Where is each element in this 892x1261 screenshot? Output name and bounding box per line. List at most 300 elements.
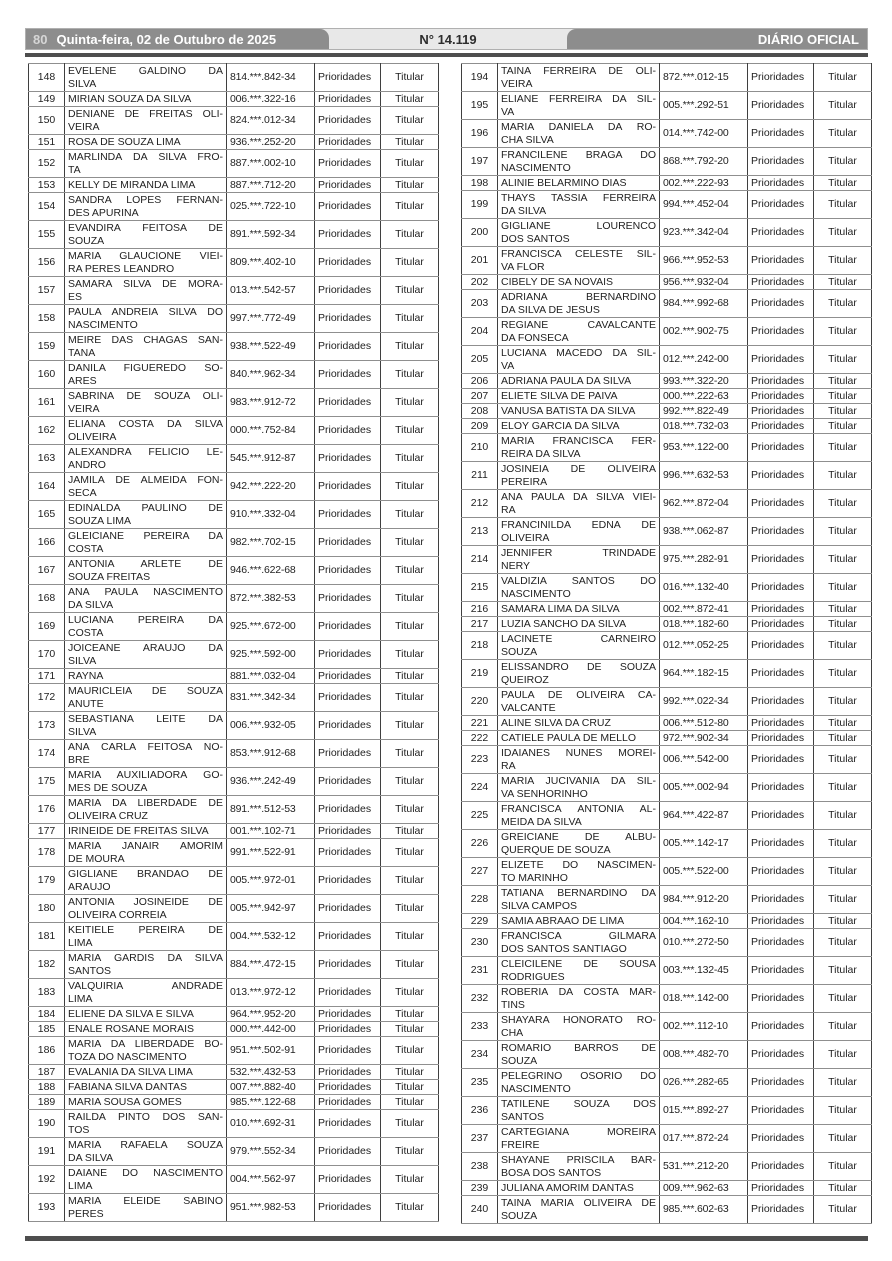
header-rule (25, 53, 868, 57)
table-row (29, 277, 439, 305)
table-row (462, 688, 872, 716)
holder-cell: Titular (381, 221, 439, 249)
holder-cell: Titular (381, 150, 439, 178)
priority-cell: Prioridades (748, 802, 814, 830)
row-number-cell: 162 (29, 417, 65, 445)
holder-cell: Titular (381, 1007, 439, 1022)
name-cell: ALINE SILVA DA CRUZ (498, 716, 660, 731)
table-row (462, 64, 872, 92)
row-number-cell: 165 (29, 501, 65, 529)
row-number-cell: 161 (29, 389, 65, 417)
row-number-cell: 178 (29, 839, 65, 867)
cpf-cell: 881.***.032-04 (227, 669, 315, 684)
priority-cell: Prioridades (315, 1080, 381, 1095)
row-number-cell: 188 (29, 1080, 65, 1095)
name-cell: MEIRE DAS CHAGAS SAN- TANA (65, 333, 227, 361)
name-cell: JOSINEIA DE OLIVEIRA PEREIRA (498, 462, 660, 490)
table-row (29, 64, 439, 92)
holder-cell: Titular (381, 417, 439, 445)
table-row (462, 632, 872, 660)
cpf-cell: 938.***.522-49 (227, 333, 315, 361)
priority-cell: Prioridades (748, 120, 814, 148)
priority-cell: Prioridades (315, 92, 381, 107)
page-number: 80 (33, 31, 48, 47)
name-cell: MARIA DANIELA DA RO- CHA SILVA (498, 120, 660, 148)
table-row (29, 249, 439, 277)
cpf-cell: 007.***.882-40 (227, 1080, 315, 1095)
table-row (462, 716, 872, 731)
table-row (29, 669, 439, 684)
name-cell: ENALE ROSANE MORAIS (65, 1022, 227, 1037)
row-number-cell: 189 (29, 1095, 65, 1110)
priority-cell: Prioridades (748, 275, 814, 290)
row-number-cell: 224 (462, 774, 498, 802)
holder-cell: Titular (381, 193, 439, 221)
priority-cell: Prioridades (315, 501, 381, 529)
row-number-cell: 186 (29, 1037, 65, 1065)
holder-cell: Titular (814, 574, 872, 602)
priority-cell: Prioridades (315, 221, 381, 249)
row-number-cell: 150 (29, 107, 65, 135)
row-number-cell: 206 (462, 374, 498, 389)
table-row (462, 404, 872, 419)
priority-cell: Prioridades (315, 305, 381, 333)
holder-cell: Titular (814, 374, 872, 389)
priority-cell: Prioridades (748, 985, 814, 1013)
holder-cell: Titular (814, 176, 872, 191)
row-number-cell: 229 (462, 914, 498, 929)
priority-cell: Prioridades (315, 839, 381, 867)
cpf-cell: 005.***.942-97 (227, 895, 315, 923)
priority-cell: Prioridades (748, 1125, 814, 1153)
priority-cell: Prioridades (748, 774, 814, 802)
row-number-cell: 185 (29, 1022, 65, 1037)
holder-cell: Titular (814, 660, 872, 688)
table-row (462, 1041, 872, 1069)
priority-cell: Prioridades (315, 557, 381, 585)
priority-cell: Prioridades (315, 712, 381, 740)
priority-cell: Prioridades (315, 361, 381, 389)
name-cell: SHAYANE PRISCILA BAR- BOSA DOS SANTOS (498, 1153, 660, 1181)
priority-cell: Prioridades (315, 867, 381, 895)
table-row (29, 1095, 439, 1110)
cpf-cell: 942.***.222-20 (227, 473, 315, 501)
row-number-cell: 234 (462, 1041, 498, 1069)
priority-cell: Prioridades (315, 389, 381, 417)
row-number-cell: 240 (462, 1196, 498, 1224)
table-row (462, 346, 872, 374)
row-number-cell: 220 (462, 688, 498, 716)
cpf-cell: 891.***.592-34 (227, 221, 315, 249)
cpf-cell: 000.***.222-63 (660, 389, 748, 404)
table-row (29, 1194, 439, 1222)
table-row (462, 574, 872, 602)
name-cell: LACINETE CARNEIRO SOUZA (498, 632, 660, 660)
row-number-cell: 218 (462, 632, 498, 660)
table-row (462, 1125, 872, 1153)
row-number-cell: 173 (29, 712, 65, 740)
cpf-cell: 925.***.592-00 (227, 641, 315, 669)
name-cell: PELEGRINO OSORIO DO NASCIMENTO (498, 1069, 660, 1097)
table-row (29, 178, 439, 193)
row-number-cell: 198 (462, 176, 498, 191)
priority-cell: Prioridades (748, 886, 814, 914)
holder-cell: Titular (814, 419, 872, 434)
cpf-cell: 992.***.022-34 (660, 688, 748, 716)
table-row (462, 1097, 872, 1125)
cpf-cell: 868.***.792-20 (660, 148, 748, 176)
name-cell: MARIA RAFAELA SOUZA DA SILVA (65, 1138, 227, 1166)
cpf-cell: 006.***.512-80 (660, 716, 748, 731)
cpf-cell: 012.***.242-00 (660, 346, 748, 374)
cpf-cell: 887.***.712-20 (227, 178, 315, 193)
table-row (29, 839, 439, 867)
priority-cell: Prioridades (315, 249, 381, 277)
row-number-cell: 195 (462, 92, 498, 120)
priority-cell: Prioridades (748, 404, 814, 419)
name-cell: ELIANA COSTA DA SILVA OLIVEIRA (65, 417, 227, 445)
row-number-cell: 232 (462, 985, 498, 1013)
name-cell: MARIA GARDIS DA SILVA SANTOS (65, 951, 227, 979)
holder-cell: Titular (381, 305, 439, 333)
priority-cell: Prioridades (748, 1041, 814, 1069)
name-cell: GREICIANE DE ALBU- QUERQUE DE SOUZA (498, 830, 660, 858)
row-number-cell: 151 (29, 135, 65, 150)
priority-cell: Prioridades (315, 796, 381, 824)
holder-cell: Titular (814, 746, 872, 774)
table-row (462, 275, 872, 290)
priority-cell: Prioridades (315, 277, 381, 305)
row-number-cell: 216 (462, 602, 498, 617)
holder-cell: Titular (814, 929, 872, 957)
row-number-cell: 215 (462, 574, 498, 602)
row-number-cell: 236 (462, 1097, 498, 1125)
holder-cell: Titular (814, 346, 872, 374)
cpf-cell: 532.***.432-53 (227, 1065, 315, 1080)
priority-cell: Prioridades (748, 632, 814, 660)
name-cell: PAULA DE OLIVEIRA CA- VALCANTE (498, 688, 660, 716)
name-cell: DENIANE DE FREITAS OLI- VEIRA (65, 107, 227, 135)
priority-cell: Prioridades (315, 923, 381, 951)
name-cell: MARIA GLAUCIONE VIEI- RA PERES LEANDRO (65, 249, 227, 277)
name-cell: TAINA MARIA OLIVEIRA DE SOUZA (498, 1196, 660, 1224)
table-row (29, 684, 439, 712)
priority-cell: Prioridades (748, 830, 814, 858)
name-cell: FRANCISCA ANTONIA AL- MEIDA DA SILVA (498, 802, 660, 830)
priority-cell: Prioridades (748, 318, 814, 346)
holder-cell: Titular (814, 247, 872, 275)
priority-cell: Prioridades (748, 1013, 814, 1041)
holder-cell: Titular (814, 886, 872, 914)
holder-cell: Titular (381, 445, 439, 473)
table-row (29, 92, 439, 107)
holder-cell: Titular (814, 731, 872, 746)
table-row (29, 712, 439, 740)
name-cell: RAYNA (65, 669, 227, 684)
holder-cell: Titular (814, 546, 872, 574)
priority-cell: Prioridades (748, 92, 814, 120)
holder-cell: Titular (381, 277, 439, 305)
name-cell: MARIA JANAIR AMORIM DE MOURA (65, 839, 227, 867)
row-number-cell: 184 (29, 1007, 65, 1022)
holder-cell: Titular (381, 249, 439, 277)
priority-cell: Prioridades (748, 1181, 814, 1196)
holder-cell: Titular (381, 684, 439, 712)
name-cell: GLEICIANE PEREIRA DA COSTA (65, 529, 227, 557)
priority-cell: Prioridades (748, 176, 814, 191)
name-cell: EDINALDA PAULINO DE SOUZA LIMA (65, 501, 227, 529)
holder-cell: Titular (814, 1181, 872, 1196)
holder-cell: Titular (381, 740, 439, 768)
row-number-cell: 222 (462, 731, 498, 746)
cpf-cell: 946.***.622-68 (227, 557, 315, 585)
holder-cell: Titular (814, 774, 872, 802)
cpf-cell: 013.***.972-12 (227, 979, 315, 1007)
priority-cell: Prioridades (315, 107, 381, 135)
row-number-cell: 187 (29, 1065, 65, 1080)
row-number-cell: 160 (29, 361, 65, 389)
cpf-cell: 984.***.992-68 (660, 290, 748, 318)
cpf-cell: 809.***.402-10 (227, 249, 315, 277)
cpf-cell: 951.***.502-91 (227, 1037, 315, 1065)
name-cell: MARIA AUXILIADORA GO- MES DE SOUZA (65, 768, 227, 796)
priority-cell: Prioridades (748, 374, 814, 389)
holder-cell: Titular (381, 107, 439, 135)
cpf-cell: 814.***.842-34 (227, 64, 315, 92)
priority-cell: Prioridades (315, 64, 381, 92)
priority-cell: Prioridades (315, 1138, 381, 1166)
table-row (462, 290, 872, 318)
name-cell: SAMARA LIMA DA SILVA (498, 602, 660, 617)
table-row (29, 333, 439, 361)
cpf-cell: 002.***.872-41 (660, 602, 748, 617)
name-cell: TATILENE SOUZA DOS SANTOS (498, 1097, 660, 1125)
name-cell: CIBELY DE SA NOVAIS (498, 275, 660, 290)
name-cell: EVALANIA DA SILVA LIMA (65, 1065, 227, 1080)
table-row (29, 305, 439, 333)
table-row (462, 914, 872, 929)
priority-cell: Prioridades (315, 1022, 381, 1037)
cpf-cell: 985.***.602-63 (660, 1196, 748, 1224)
row-number-cell: 190 (29, 1110, 65, 1138)
holder-cell: Titular (381, 951, 439, 979)
row-number-cell: 221 (462, 716, 498, 731)
name-cell: ALEXANDRA FELICIO LE- ANDRO (65, 445, 227, 473)
holder-cell: Titular (814, 290, 872, 318)
row-number-cell: 159 (29, 333, 65, 361)
row-number-cell: 239 (462, 1181, 498, 1196)
holder-cell: Titular (814, 688, 872, 716)
row-number-cell: 174 (29, 740, 65, 768)
cpf-cell: 002.***.902-75 (660, 318, 748, 346)
table-row (462, 746, 872, 774)
cpf-cell: 000.***.442-00 (227, 1022, 315, 1037)
holder-cell: Titular (381, 585, 439, 613)
holder-cell: Titular (381, 178, 439, 193)
holder-cell: Titular (381, 712, 439, 740)
row-number-cell: 172 (29, 684, 65, 712)
row-number-cell: 193 (29, 1194, 65, 1222)
name-cell: THAYS TASSIA FERREIRA DA SILVA (498, 191, 660, 219)
priority-cell: Prioridades (315, 1095, 381, 1110)
table-row (462, 462, 872, 490)
cpf-cell: 008.***.482-70 (660, 1041, 748, 1069)
row-number-cell: 153 (29, 178, 65, 193)
name-cell: ELOY GARCIA DA SILVA (498, 419, 660, 434)
cpf-cell: 831.***.342-34 (227, 684, 315, 712)
row-number-cell: 230 (462, 929, 498, 957)
name-cell: ELIENE DA SILVA E SILVA (65, 1007, 227, 1022)
table-row (462, 1196, 872, 1224)
row-number-cell: 180 (29, 895, 65, 923)
holder-cell: Titular (814, 914, 872, 929)
holder-cell: Titular (381, 641, 439, 669)
cpf-cell: 018.***.142-00 (660, 985, 748, 1013)
priority-cell: Prioridades (748, 574, 814, 602)
table-row (29, 473, 439, 501)
priority-cell: Prioridades (748, 602, 814, 617)
holder-cell: Titular (814, 802, 872, 830)
header-edition-number: N° 14.119 (419, 31, 477, 47)
table-row (29, 796, 439, 824)
row-number-cell: 210 (462, 434, 498, 462)
priority-cell: Prioridades (748, 914, 814, 929)
name-cell: ROBERIA DA COSTA MAR- TINS (498, 985, 660, 1013)
priority-cell: Prioridades (748, 290, 814, 318)
priority-cell: Prioridades (748, 247, 814, 275)
row-number-cell: 225 (462, 802, 498, 830)
content-area (28, 63, 870, 1224)
cpf-cell: 009.***.962-63 (660, 1181, 748, 1196)
table-row (462, 774, 872, 802)
row-number-cell: 228 (462, 886, 498, 914)
name-cell: ROSA DE SOUZA LIMA (65, 135, 227, 150)
name-cell: FRANCINILDA EDNA DE OLIVEIRA (498, 518, 660, 546)
row-number-cell: 192 (29, 1166, 65, 1194)
name-cell: LUCIANA PEREIRA DA COSTA (65, 613, 227, 641)
cpf-cell: 005.***.002-94 (660, 774, 748, 802)
row-number-cell: 235 (462, 1069, 498, 1097)
row-number-cell: 167 (29, 557, 65, 585)
cpf-cell: 964.***.422-87 (660, 802, 748, 830)
holder-cell: Titular (814, 1041, 872, 1069)
name-cell: FRANCISCA GILMARA DOS SANTOS SANTIAGO (498, 929, 660, 957)
table-row (462, 886, 872, 914)
row-number-cell: 166 (29, 529, 65, 557)
table-row (29, 895, 439, 923)
cpf-cell: 966.***.952-53 (660, 247, 748, 275)
name-cell: JULIANA AMORIM DANTAS (498, 1181, 660, 1196)
name-cell: MIRIAN SOUZA DA SILVA (65, 92, 227, 107)
holder-cell: Titular (381, 768, 439, 796)
table-row (29, 135, 439, 150)
holder-cell: Titular (381, 923, 439, 951)
priority-cell: Prioridades (315, 824, 381, 839)
row-number-cell: 164 (29, 473, 65, 501)
name-cell: EVELENE GALDINO DA SILVA (65, 64, 227, 92)
cpf-cell: 956.***.932-04 (660, 275, 748, 290)
cpf-cell: 953.***.122-00 (660, 434, 748, 462)
cpf-cell: 004.***.162-10 (660, 914, 748, 929)
holder-cell: Titular (814, 518, 872, 546)
name-cell: ANTONIA JOSINEIDE DE OLIVEIRA CORREIA (65, 895, 227, 923)
row-number-cell: 171 (29, 669, 65, 684)
table-row (29, 557, 439, 585)
row-number-cell: 223 (462, 746, 498, 774)
row-number-cell: 238 (462, 1153, 498, 1181)
cpf-cell: 010.***.692-31 (227, 1110, 315, 1138)
table-row (29, 1080, 439, 1095)
cpf-cell: 872.***.382-53 (227, 585, 315, 613)
holder-cell: Titular (814, 1097, 872, 1125)
table-row (29, 1065, 439, 1080)
row-number-cell: 201 (462, 247, 498, 275)
priority-cell: Prioridades (315, 529, 381, 557)
name-cell: MAURICLEIA DE SOUZA ANUTE (65, 684, 227, 712)
table-row (29, 768, 439, 796)
table-row (29, 1138, 439, 1166)
name-cell: MARIA ELEIDE SABINO PERES (65, 1194, 227, 1222)
holder-cell: Titular (381, 557, 439, 585)
priority-cell: Prioridades (748, 518, 814, 546)
row-number-cell: 149 (29, 92, 65, 107)
priority-cell: Prioridades (748, 462, 814, 490)
table-row (462, 518, 872, 546)
table-row (29, 389, 439, 417)
table-row (29, 585, 439, 613)
cpf-cell: 824.***.012-34 (227, 107, 315, 135)
roster-body-left (29, 64, 439, 1222)
table-row (29, 501, 439, 529)
name-cell: ELISSANDRO DE SOUZA QUEIROZ (498, 660, 660, 688)
cpf-cell: 018.***.182-60 (660, 617, 748, 632)
cpf-cell: 005.***.522-00 (660, 858, 748, 886)
row-number-cell: 204 (462, 318, 498, 346)
row-number-cell: 158 (29, 305, 65, 333)
holder-cell: Titular (814, 1196, 872, 1224)
name-cell: PAULA ANDREIA SILVA DO NASCIMENTO (65, 305, 227, 333)
holder-cell: Titular (814, 64, 872, 92)
table-row (29, 979, 439, 1007)
name-cell: LUCIANA MACEDO DA SIL- VA (498, 346, 660, 374)
holder-cell: Titular (381, 613, 439, 641)
page-header (25, 28, 868, 50)
holder-cell: Titular (814, 716, 872, 731)
cpf-cell: 002.***.222-93 (660, 176, 748, 191)
name-cell: MARIA JUCIVANIA DA SIL- VA SENHORINHO (498, 774, 660, 802)
cpf-cell: 985.***.122-68 (227, 1095, 315, 1110)
holder-cell: Titular (381, 1095, 439, 1110)
header-date: Quinta-feira, 02 de Outubro de 2025 (56, 31, 277, 47)
table-row (462, 1181, 872, 1196)
holder-cell: Titular (381, 796, 439, 824)
holder-cell: Titular (381, 389, 439, 417)
name-cell: ANA CARLA FEITOSA NO- BRE (65, 740, 227, 768)
holder-cell: Titular (814, 318, 872, 346)
table-row (29, 150, 439, 178)
holder-cell: Titular (814, 148, 872, 176)
holder-cell: Titular (381, 529, 439, 557)
holder-cell: Titular (381, 501, 439, 529)
holder-cell: Titular (814, 1069, 872, 1097)
priority-cell: Prioridades (748, 419, 814, 434)
cpf-cell: 013.***.542-57 (227, 277, 315, 305)
gazette-title: DIÁRIO OFICIAL (757, 31, 859, 47)
cpf-cell: 545.***.912-87 (227, 445, 315, 473)
holder-cell: Titular (814, 617, 872, 632)
row-number-cell: 200 (462, 219, 498, 247)
row-number-cell: 237 (462, 1125, 498, 1153)
